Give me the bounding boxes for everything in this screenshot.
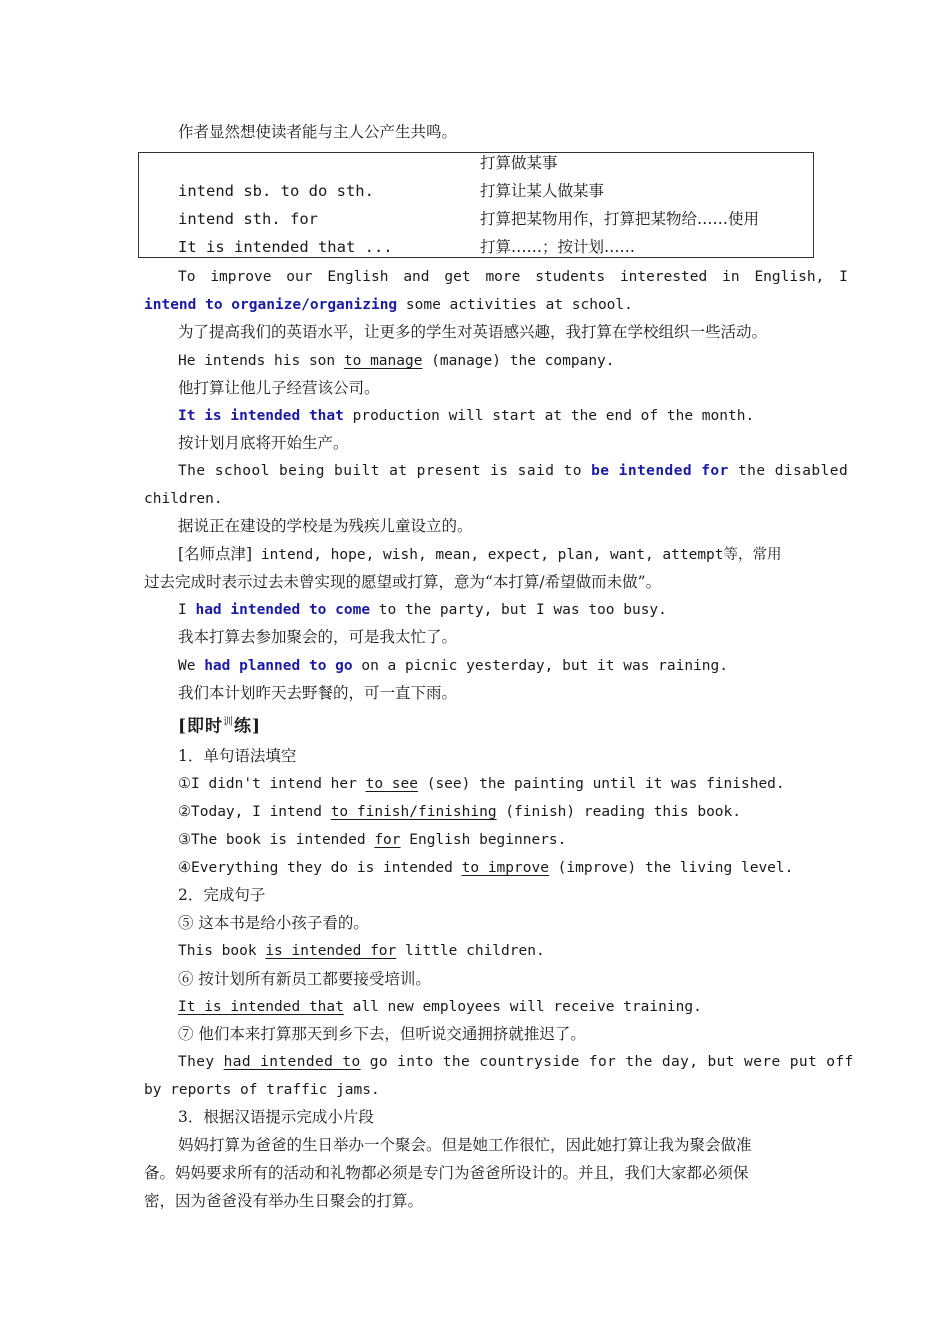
answer: to see: [365, 776, 418, 792]
sentence-rest: some activities at school.: [397, 297, 633, 313]
question-post: go into the countryside for the day, but were put off: [360, 1054, 854, 1070]
sentence-post: to the party, but I was too busy.: [370, 602, 667, 618]
word: and: [403, 269, 430, 285]
question-7-line-1: [144, 1051, 854, 1073]
section-1-title: 1．单句语法填空: [178, 747, 297, 765]
word: more: [485, 269, 521, 285]
key-phrase: be intended for: [591, 463, 729, 479]
question-post: (finish) reading this book.: [496, 804, 741, 820]
question-post: (improve) the living level.: [548, 860, 794, 876]
answer: for: [374, 832, 401, 848]
question-pre: ②Today, I intend: [178, 804, 331, 820]
word: improve: [210, 269, 272, 285]
word: students: [535, 269, 606, 285]
word: get: [444, 269, 471, 285]
example-1-line-1: [144, 266, 848, 288]
sentence-rest: production will start at the end of the month.: [343, 408, 755, 424]
question-3: [144, 829, 848, 851]
heading-part: 练]: [234, 716, 262, 737]
answer: to finish/finishing: [330, 804, 497, 820]
example-1-translation: 为了提高我们的英语水平，让更多的学生对英语感兴趣，我打算在学校组织一些活动。: [178, 323, 768, 341]
table-en-4: It is intended that ...: [178, 238, 393, 256]
question-post: little children.: [396, 943, 545, 959]
tip-line-1: [144, 543, 848, 566]
key-phrase: intend to organize/organizing: [144, 297, 398, 313]
example-6: [144, 655, 848, 677]
example-3-translation: 按计划月底将开始生产。: [178, 434, 349, 452]
section-2-title: 2．完成句子: [178, 886, 266, 904]
example-2: [144, 350, 848, 372]
answer: is intended for: [265, 943, 397, 959]
sentence-pre: He intends his son: [178, 353, 344, 369]
answer: to manage: [343, 353, 423, 369]
tip-line-2: 过去完成时表示过去未曾实现的愿望或打算，意为“本打算/希望做而未做”。: [144, 573, 662, 591]
key-phrase: had planned to go: [204, 658, 353, 674]
paragraph-line-2: 备。妈妈要求所有的活动和礼物都必须是专门为爸爸所设计的。并且，我们大家都必须保: [144, 1164, 749, 1182]
question-7-line-2: by reports of traffic jams.: [144, 1082, 380, 1098]
heading-part: [即时: [178, 716, 224, 737]
table-en-3: intend sth. for: [178, 210, 318, 228]
example-2-translation: 他打算让他儿子经营该公司。: [178, 379, 380, 397]
question-5: [144, 940, 848, 962]
example-4-line-1: [144, 460, 848, 482]
example-5: [144, 599, 848, 621]
example-6-translation: 我们本计划昨天去野餐的，可一直下雨。: [178, 684, 458, 702]
example-4-translation: 据说正在建设的学校是为残疾儿童设立的。: [178, 517, 473, 535]
question-pre: ④Everything they do is intended: [178, 860, 462, 876]
key-phrase: It is intended that: [178, 408, 344, 424]
intro-line: 作者显然想使读者能与主人公产生共鸣。: [178, 123, 458, 141]
sentence-post: (manage) the company.: [422, 353, 615, 369]
question-pre: They: [178, 1054, 224, 1070]
heading-small: 训: [223, 717, 235, 728]
table-en-2: intend sb. to do sth.: [178, 182, 374, 200]
word: To: [178, 269, 196, 285]
question-post: all new employees will receive training.: [343, 999, 702, 1015]
answer: to improve: [461, 860, 549, 876]
answer: had intended to: [223, 1054, 361, 1070]
word: in: [722, 269, 740, 285]
question-post: (see) the painting until it was finished.: [417, 776, 785, 792]
sentence-pre: The school being built at present is said to: [178, 463, 592, 479]
word: our: [286, 269, 313, 285]
table-cn-2: 打算让某人做某事: [480, 182, 605, 200]
question-1: [144, 773, 848, 795]
tip-text: intend, hope, wish, mean, expect, plan, want, attempt等，常用: [252, 547, 782, 563]
sentence-post: on a picnic yesterday, but it was raining.: [352, 658, 728, 674]
question-4: [144, 857, 848, 879]
example-4-line-2: children.: [144, 491, 223, 507]
question-6: [144, 996, 848, 1018]
example-1-line-2: [144, 294, 814, 316]
word: English: [327, 269, 389, 285]
sentence-pre: I: [178, 602, 196, 618]
question-pre: ③The book is intended: [178, 832, 375, 848]
practice-heading: [144, 712, 848, 738]
section-3-title: 3．根据汉语提示完成小片段: [178, 1108, 374, 1126]
table-cn-3: 打算把某物用作，打算把某物给……使用: [480, 210, 760, 228]
question-pre: ①I didn't intend her: [178, 776, 366, 792]
question-2: [144, 801, 848, 823]
sentence-post: the disabled: [728, 463, 849, 479]
question-pre: This book: [178, 943, 266, 959]
sentence-pre: We: [178, 658, 205, 674]
word: English,: [754, 269, 825, 285]
question-7-prompt: ⑦ 他们本来打算那天到乡下去，但听说交通拥挤就推迟了。: [178, 1025, 586, 1043]
paragraph-line-3: 密，因为爸爸没有举办生日聚会的打算。: [144, 1192, 424, 1210]
question-5-prompt: ⑤ 这本书是给小孩子看的。: [178, 914, 369, 932]
question-post: English beginners.: [400, 832, 567, 848]
example-5-translation: 我本打算去参加聚会的，可是我太忙了。: [178, 628, 458, 646]
table-cn-4: 打算……；按计划……: [480, 238, 636, 256]
question-6-prompt: ⑥ 按计划所有新员工都要接受培训。: [178, 970, 431, 988]
paragraph-line-1: 妈妈打算为爸爸的生日举办一个聚会。但是她工作很忙，因此她打算让我为聚会做准: [178, 1136, 752, 1154]
tip-label: [名师点津]: [178, 545, 253, 563]
phrase-table: [138, 152, 814, 258]
word: interested: [619, 269, 708, 285]
example-3: [144, 405, 848, 427]
word: I: [839, 269, 848, 285]
answer: It is intended that: [178, 999, 344, 1015]
key-phrase: had intended to come: [195, 602, 371, 618]
table-cn-1: 打算做某事: [480, 154, 558, 172]
